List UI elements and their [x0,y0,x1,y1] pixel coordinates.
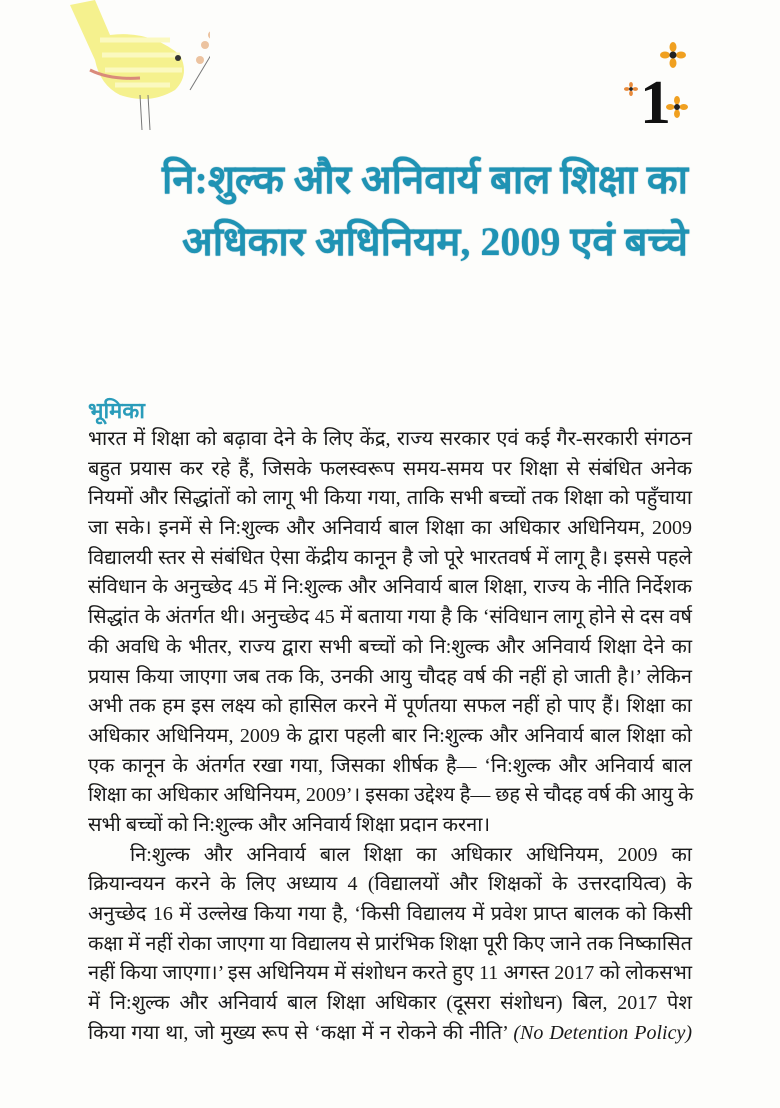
text-line [88,633,692,663]
text-line [88,484,692,514]
english-term: (No Detention Policy) [513,1021,692,1044]
text-line [88,573,692,603]
chapter-number-badge [620,60,710,140]
text-line [88,514,692,544]
text-line-content: जा सके। इनमें से नि:शुल्क और अनिवार्य बाल शिक्षा का अधिकार अधिनियम, 2009 [88,517,692,540]
text-line [88,870,692,900]
text-line [88,544,692,574]
text-line-content: क्रियान्वयन करने के लिए अध्याय 4 (विद्यालयों और शिक्षकों के उत्तरदायित्व) के [88,873,692,896]
text-line-content: नहीं किया जाएगा।’ इस अधिनियम में संशोधन करते हुए 11 अगस्त 2017 को लोकसभा [88,962,692,985]
section-heading: भूमिका [88,398,145,423]
flower-icon [660,42,686,68]
text-line-content: अभी तक हम इस लक्ष्य को हासिल करने में पूर्णतया सफल नहीं हो पाए हैं। शिक्षा का [88,695,692,718]
text-line [88,692,692,722]
text-line-content: सभी बच्चों को नि:शुल्क और अनिवार्य शिक्षा प्रदान करना। [88,813,491,836]
text-line [88,841,692,871]
text-line-content: अनुच्छेद 16 में उल्लेख किया गया है, ‘किसी विद्यालय में प्रवेश प्राप्त बालक को किसी [88,903,692,925]
text-line [88,900,692,930]
text-line-content: विद्यालयी स्तर से संबंधित ऐसा केंद्रीय कानून है जो पूरे भारतवर्ष में लागू है। इससे पहले [88,546,692,569]
text-line-content: कक्षा में नहीं रोका जाएगा या विद्यालय से प्रारंभिक शिक्षा पूरी किए जाने तक निष्कासित [88,932,692,955]
text-line [88,425,692,455]
paragraph-1 [88,425,692,841]
body-text [88,425,692,1048]
text-line-content: भारत में शिक्षा को बढ़ावा देने के लिए केंद्र, राज्य सरकार एवं कई गैर-सरकारी संगठन [88,428,692,450]
text-line-content: संविधान के अनुच्छेद 45 में नि:शुल्क और अनिवार्य बाल शिक्षा, राज्य के नीति निर्देशक [88,576,692,599]
text-line [88,781,692,811]
text-line-content: किया गया था, जो मुख्य रूप से ‘कक्षा में न रोकने की नीति’ [88,1021,509,1044]
bird-illustration [40,0,210,140]
chapter-title-line-1: नि:शुल्क और अनिवार्य बाल शिक्षा का [161,157,688,202]
text-line [88,722,692,752]
text-line-content: नि:शुल्क और अनिवार्य बाल शिक्षा का अधिकार अधिनियम, 2009 का [130,843,692,866]
text-line-content: एक कानून के अंतर्गत रखा गया, जिसका शीर्षक है— ‘नि:शुल्क और अनिवार्य बाल [88,754,692,777]
text-line-content: बहुत प्रयास कर रहे हैं, जिसके फलस्वरूप समय-समय पर शिक्षा से संबंधित अनेक [88,457,692,480]
text-line-content: प्रयास किया जाएगा जब तक कि, उनकी आयु चौदह वर्ष की नहीं हो जाती है।’ लेकिन [88,665,692,688]
text-line [88,663,692,693]
text-line [88,752,692,782]
text-line-content: शिक्षा का अधिकार अधिनियम, 2009’। इसका उद्देश्य है— छह से चौदह वर्ष की आयु के [88,784,694,807]
text-line-content: सिद्धांत के अंतर्गत थी। अनुच्छेद 45 में बताया गया है कि ‘संविधान लागू होने से दस वर्ष [88,606,692,629]
text-line-content: की अवधि के भीतर, राज्य द्वारा सभी बच्चों को नि:शुल्क और अनिवार्य शिक्षा देने का [88,635,692,658]
text-line-content: अधिकार अधिनियम, 2009 के द्वारा पहली बार नि:शुल्क और अनिवार्य बाल शिक्षा को [88,724,692,747]
text-line [88,455,692,485]
text-line-content: नियमों और सिद्धांतों को लागू भी किया गया, ताकि सभी बच्चों तक शिक्षा को पहुँचाया [88,487,692,510]
text-line [88,603,692,633]
paragraph-2 [88,841,692,1049]
text-line [88,1019,692,1049]
chapter-number: 1 [640,69,671,137]
flower-icon [624,82,638,96]
text-line [88,930,692,960]
text-line-content: में नि:शुल्क और अनिवार्य बाल शिक्षा अधिकार (दूसरा संशोधन) बिल, 2017 पेश [88,992,692,1015]
chapter-title-line-2: अधिकार अधिनियम, 2009 एवं बच्चे [182,219,688,264]
text-line [88,811,692,841]
text-line [88,989,692,1019]
text-line [88,959,692,989]
